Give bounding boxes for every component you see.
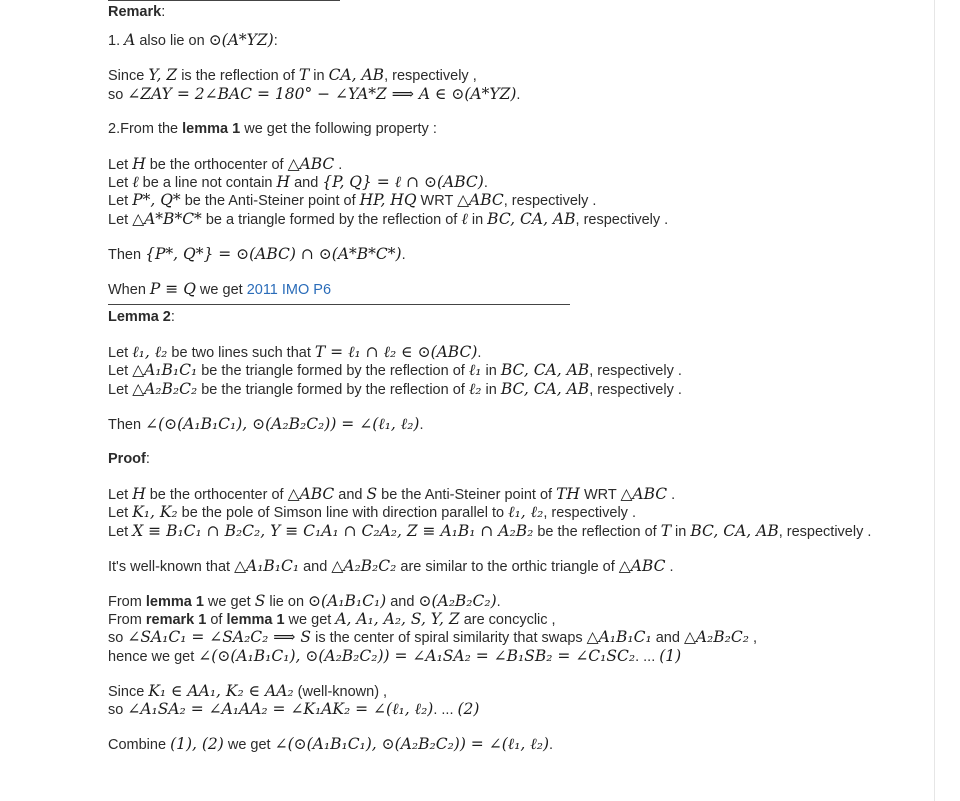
proof-heading-text: Proof [108, 451, 146, 467]
bold-reference: lemma 1 [182, 120, 241, 137]
math-expression: CA, AB [328, 66, 385, 85]
text: be the orthocenter of [145, 487, 288, 504]
text: . [549, 737, 554, 754]
text: WRT [416, 193, 458, 210]
math-expression: ℓ₁, ℓ₂ [132, 343, 168, 362]
remark-line [108, 31, 928, 49]
text: . [483, 175, 488, 192]
math-expression: S [366, 485, 378, 504]
text: we get [195, 281, 247, 298]
text: of [206, 612, 227, 629]
math-expression: △ABC [287, 485, 335, 504]
bold-reference: lemma 1 [226, 612, 285, 629]
text: in [467, 211, 488, 228]
text: we get [203, 593, 255, 610]
text: is the center of spiral similarity that swaps [311, 630, 587, 647]
math-expression: S [254, 591, 266, 610]
text: Let [108, 505, 133, 522]
text: in [309, 68, 329, 85]
text: be the orthocenter of [145, 156, 288, 173]
text: Let [108, 345, 133, 362]
text: in [481, 363, 501, 380]
math-expression: H [276, 173, 291, 192]
remark-line [108, 210, 928, 228]
math-expression: BC, CA, AB [487, 209, 576, 228]
math-expression: T [660, 521, 672, 540]
text: Since [108, 68, 149, 85]
proof-line [108, 557, 928, 575]
text: so [108, 86, 128, 103]
text: From [108, 612, 146, 629]
math-expression: {P*, Q*} = ⊙(ABC) ∩ ⊙(A*B*C*) [145, 244, 402, 263]
text: : [273, 33, 278, 50]
text: . [401, 246, 406, 263]
text: is the reflection of [177, 68, 299, 85]
proof-line [108, 647, 928, 665]
top-divider [108, 0, 340, 1]
remark-line [108, 280, 928, 298]
text: Then [108, 416, 146, 433]
math-expression: △A₁B₁C₁ [234, 556, 300, 575]
math-expression: ℓ₂ [468, 379, 482, 398]
text: . [516, 86, 521, 103]
text: , [748, 630, 758, 647]
text: Let [108, 175, 133, 192]
text: Let [108, 523, 133, 540]
text: , respectively . [575, 211, 669, 228]
math-expression: K₁ ∈ AA₁, K₂ ∈ AA₂ [148, 681, 294, 700]
math-expression: △ABC [618, 556, 666, 575]
text: . ... [635, 648, 660, 665]
text: , respectively , [384, 68, 477, 85]
proof-line [108, 700, 928, 718]
remark-heading-text: Remark [108, 4, 162, 20]
lemma2-line [108, 361, 928, 379]
math-expression: T = ℓ₁ ∩ ℓ₂ ∈ ⊙(ABC) [314, 343, 478, 362]
math-expression: BC, CA, AB [500, 361, 590, 380]
text: Combine [108, 737, 171, 754]
text: , respectively . [503, 193, 597, 210]
math-expression: (2) [457, 699, 480, 718]
text: be a triangle formed by the reflection of [201, 211, 462, 228]
math-expression: ⊙(A₁B₁C₁) [308, 591, 387, 610]
math-expression: ⊙(A*YZ) [208, 31, 274, 50]
proof-line [108, 628, 928, 646]
text: in [671, 523, 691, 540]
math-expression: ℓ [132, 173, 139, 192]
text: be the triangle formed by the reflection of [197, 363, 469, 380]
bold-reference: lemma 1 [145, 593, 204, 610]
text: Let [108, 156, 133, 173]
math-expression: K₁, K₂ [132, 503, 178, 522]
text: Let [108, 211, 133, 228]
text: so [108, 630, 128, 647]
text: and [334, 487, 367, 504]
section-divider [108, 304, 570, 305]
math-expression: {P, Q} = ℓ ∩ ⊙(ABC) [322, 173, 484, 192]
lemma2-heading: Lemma 2: [108, 309, 175, 326]
text: we get [223, 737, 275, 754]
remark-line [108, 245, 928, 263]
math-expression: A, A₁, A₂, S, Y, Z [335, 610, 460, 629]
text: . [667, 487, 676, 504]
math-expression: △ABC [287, 154, 335, 173]
text: lie on [265, 593, 309, 610]
text: be the Anti-Steiner point of [377, 487, 557, 504]
text: Let [108, 193, 133, 210]
math-expression: P ≡ Q [149, 279, 196, 298]
remark-line [108, 191, 928, 209]
text: 1. [108, 33, 125, 50]
math-expression: HP, HQ [359, 191, 417, 210]
text: . [496, 593, 501, 610]
text: Then [108, 246, 146, 263]
remark-line [108, 173, 928, 191]
lemma2-heading-text: Lemma 2 [108, 309, 171, 326]
text: and [651, 630, 684, 647]
math-expression: A [124, 31, 136, 50]
math-expression: ℓ₁, ℓ₂ [508, 503, 544, 522]
remark-line [108, 66, 928, 84]
text: , respectively . [543, 505, 636, 522]
math-expression: ∠A₁SA₂ = ∠A₁AA₂ = ∠K₁AK₂ = ∠(ℓ₁, ℓ₂) [127, 699, 434, 718]
problem-link[interactable]: 2011 IMO P6 [246, 281, 332, 298]
proof-body [108, 468, 928, 753]
text: be a line not contain [138, 175, 277, 192]
math-expression: P*, Q* [132, 191, 181, 210]
math-expression: △A₂B₂C₂ [683, 628, 749, 647]
bold-reference: remark 1 [145, 612, 207, 629]
text: Let [108, 381, 133, 398]
text: and [290, 175, 323, 192]
text: Since [108, 683, 149, 700]
remark-line [108, 155, 928, 173]
proof-line [108, 592, 928, 610]
text: . [334, 156, 343, 173]
math-expression: BC, CA, AB [690, 521, 779, 540]
proof-line [108, 682, 928, 700]
math-expression: ⊙(A₂B₂C₂) [418, 591, 497, 610]
text: . [665, 558, 674, 575]
math-expression: △ABC [457, 191, 504, 210]
text: . [477, 345, 482, 362]
math-expression: ∠SA₁C₁ = ∠SA₂C₂ ⟹ S [127, 628, 312, 647]
math-expression: ∠(⊙(A₁B₁C₁), ⊙(A₂B₂C₂)) = ∠(ℓ₁, ℓ₂) [274, 735, 549, 754]
math-expression: X ≡ B₁C₁ ∩ B₂C₂, Y ≡ C₁A₁ ∩ C₂A₂, Z ≡ A₁B₁ ∩ A₂B₂ [132, 521, 534, 540]
text: be the pole of Simson line with direction parallel to [177, 505, 509, 522]
right-border [934, 0, 935, 801]
text: be the triangle formed by the reflection of [197, 381, 469, 398]
math-expression: Y, Z [148, 66, 178, 85]
lemma2-line [108, 415, 928, 433]
remark-heading: Remark: [108, 4, 166, 20]
text: in [481, 381, 501, 398]
text: be the reflection of [533, 523, 661, 540]
text: 2.From the [108, 120, 183, 137]
text: and [299, 558, 332, 575]
lemma2-line [108, 343, 928, 361]
math-expression: ∠(⊙(A₁B₁C₁), ⊙(A₂B₂C₂)) = ∠A₁SA₂ = ∠B₁SB₂ = ∠C₁SC₂ [198, 646, 636, 665]
math-expression: ℓ₁ [468, 361, 482, 380]
remark-line [108, 85, 928, 103]
text: WRT [579, 487, 621, 504]
text: we get the following property : [240, 120, 437, 137]
text: hence we get [108, 648, 199, 665]
text: so [108, 701, 128, 718]
math-expression: △A₂B₂C₂ [331, 556, 397, 575]
text: . ... [433, 701, 458, 718]
proof-line [108, 735, 928, 753]
math-expression: T [298, 66, 310, 85]
text: and [386, 593, 419, 610]
post-content [108, 0, 928, 753]
text: , respectively . [778, 523, 872, 540]
math-expression: H [132, 154, 146, 173]
proof-line [108, 485, 928, 503]
math-expression: H [132, 485, 146, 504]
text: From [108, 593, 146, 610]
text: Let [108, 487, 133, 504]
remark-body [108, 31, 928, 298]
math-expression: (1) [659, 646, 682, 665]
text: are similar to the orthic triangle of [396, 558, 619, 575]
lemma2-body [108, 326, 928, 433]
text: also lie on [135, 33, 209, 50]
math-expression: (1), (2) [170, 735, 224, 754]
text: It's well-known that [108, 558, 235, 575]
math-expression: ℓ [461, 209, 468, 228]
remark-line [108, 120, 928, 138]
math-expression: ∠(⊙(A₁B₁C₁), ⊙(A₂B₂C₂)) = ∠(ℓ₁, ℓ₂) [145, 414, 420, 433]
text: When [108, 281, 150, 298]
math-expression: TH [556, 485, 580, 504]
math-expression: △A₂B₂C₂ [132, 379, 198, 398]
math-expression: ∠ZAY = 2∠BAC = 180° − ∠YA*Z ⟹ A ∈ ⊙(A*YZ) [127, 84, 517, 103]
text: (well-known) , [293, 683, 388, 700]
proof-line [108, 503, 928, 521]
proof-heading: Proof: [108, 451, 150, 467]
text: . [419, 416, 424, 433]
text: Let [108, 363, 133, 380]
text: , respectively . [589, 363, 682, 380]
math-expression: △A*B*C* [132, 209, 202, 228]
math-expression: △ABC [620, 485, 668, 504]
text: , respectively . [589, 381, 682, 398]
text: we get [284, 612, 336, 629]
text: are concyclic , [459, 612, 556, 629]
text: be two lines such that [167, 345, 315, 362]
math-expression: BC, CA, AB [500, 379, 590, 398]
math-expression: △A₁B₁C₁ [586, 628, 652, 647]
proof-line [108, 610, 928, 628]
text: be the Anti-Steiner point of [180, 193, 360, 210]
proof-line [108, 522, 928, 540]
math-expression: △A₁B₁C₁ [132, 361, 198, 380]
lemma2-line [108, 380, 928, 398]
